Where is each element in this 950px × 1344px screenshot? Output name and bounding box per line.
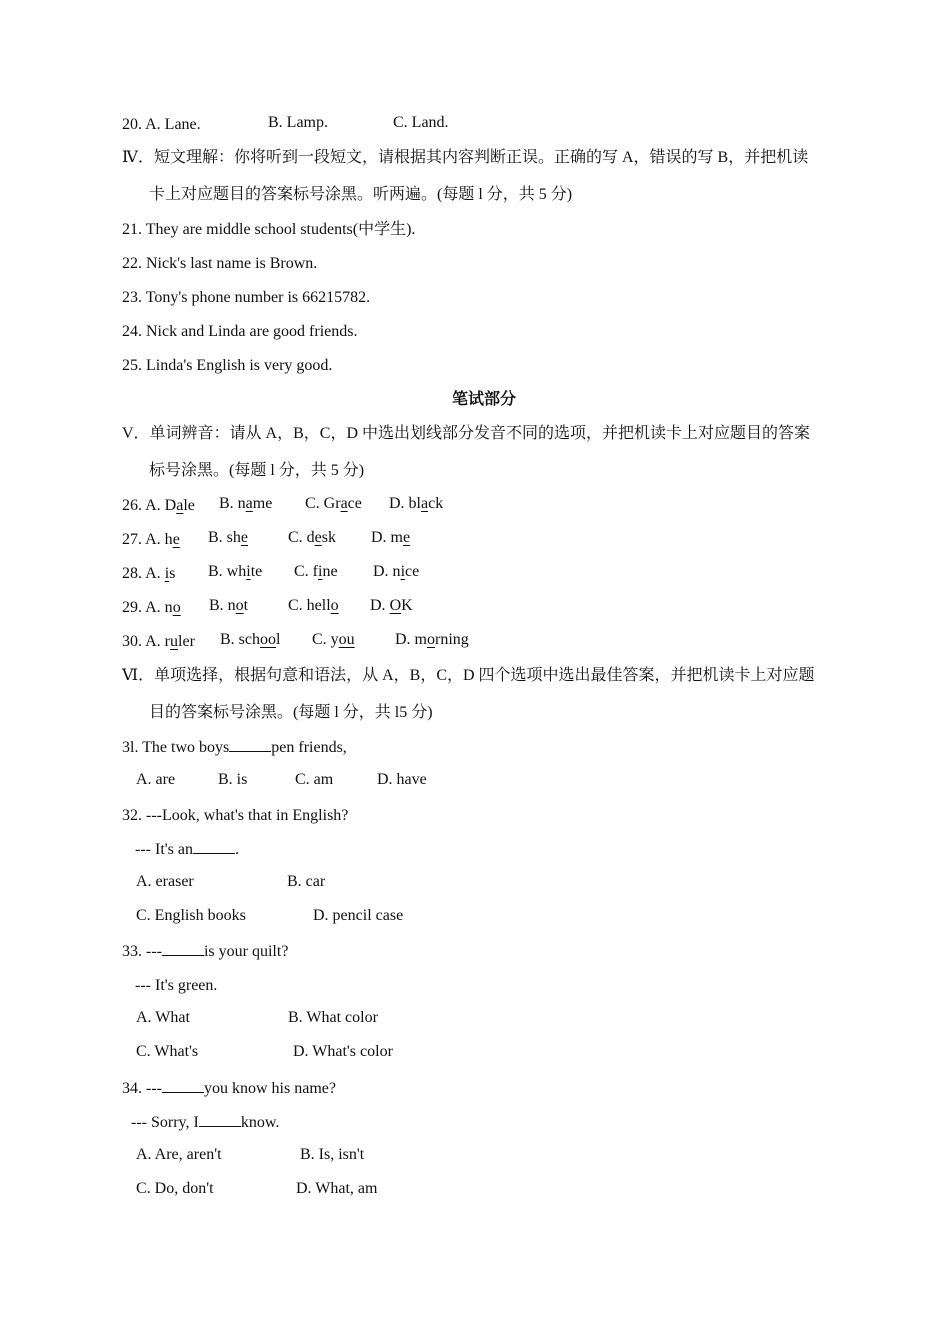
q26-a-underline: a <box>176 497 184 514</box>
question-30: 30. A. ruler <box>122 633 195 650</box>
q33-option-c: C. What's <box>136 1043 199 1060</box>
q30-option-d: D. morning <box>395 631 469 648</box>
written-part-title: 笔试部分 <box>451 391 516 408</box>
q26-a-pre: A. D <box>145 497 177 514</box>
q26-option-c: C. Grace <box>305 495 362 512</box>
q34-option-c: C. Do, don't <box>136 1180 214 1197</box>
q27-option-d: D. me <box>371 529 411 546</box>
q32-option-a: A. eraser <box>136 873 194 890</box>
question-20 <box>122 114 201 136</box>
q32-option-b: B. car <box>287 873 326 890</box>
q26-number: 26. <box>122 497 146 514</box>
q20-option-c: C. Land. <box>393 114 449 131</box>
section-5-instructions-line1: V．单词辨音：请从 A，B，C，D 中选出划线部分发音不同的选项，并把机读卡上对应题目的答案 <box>122 425 811 442</box>
answer-blank <box>229 737 271 752</box>
q33-option-a: A. What <box>136 1009 190 1026</box>
statement-21: 21. They are middle school students(中学生). <box>122 221 416 238</box>
question-29: 29. A. no <box>122 599 181 616</box>
q31-option-b: B. is <box>218 771 248 788</box>
statement-25: 25. Linda's English is very good. <box>122 357 333 374</box>
q33-option-b: B. What color <box>288 1009 378 1026</box>
question-34: 34. --- you know his name? <box>122 1080 336 1097</box>
q32-option-c: C. English books <box>136 907 246 924</box>
q29-option-d: D. OK <box>370 597 413 614</box>
q28-option-b: B. white <box>208 563 263 580</box>
q31-option-d: D. have <box>377 771 427 788</box>
q31-option-a: A. are <box>136 771 176 788</box>
section-6-instructions-line2: 目的答案标号涂黑。(每题 l 分，共 l5 分) <box>149 704 433 721</box>
q30-option-c: C. you <box>312 631 355 648</box>
section-4-instructions-line2: 卡上对应题目的答案标号涂黑。听两遍。(每题 l 分，共 5 分) <box>149 186 573 203</box>
q31-option-c: C. am <box>295 771 334 788</box>
q34-option-d: D. What, am <box>296 1180 378 1197</box>
question-28: 28. A. is <box>122 565 176 582</box>
q27-option-c: C. desk <box>288 529 337 546</box>
question-31: 3l. The two boys pen friends, <box>122 739 347 756</box>
answer-blank <box>162 941 204 956</box>
q34-option-a: A. Are, aren't <box>136 1146 222 1163</box>
q29-option-c: C. hello <box>288 597 339 614</box>
q26-option-b: B. name <box>219 495 273 512</box>
section-6-instructions-line1: Ⅵ．单项选择，根据句意和语法，从 A，B，C，D 四个选项中选出最佳答案，并把机读卡上对应题 <box>122 667 815 684</box>
q32-option-d: D. pencil case <box>313 907 404 924</box>
statement-23: 23. Tony's phone number is 66215782. <box>122 289 371 306</box>
question-32: 32. ---Look, what's that in English? <box>122 807 349 824</box>
q30-option-b: B. school <box>220 631 281 648</box>
q28-option-d: D. nice <box>373 563 420 580</box>
q27-option-b: B. she <box>208 529 249 546</box>
q28-option-c: C. fine <box>294 563 338 580</box>
statement-22: 22. Nick's last name is Brown. <box>122 255 318 272</box>
question-27: 27. A. he <box>122 531 180 548</box>
section-4-instructions-line1: Ⅳ．短文理解：你将听到一段短文，请根据其内容判断正误。正确的写 A，错误的写 B，并把机读 <box>122 149 809 166</box>
q20-option-b: B. Lamp. <box>268 114 328 131</box>
section-5-instructions-line2: 标号涂黑。(每题 l 分，共 5 分) <box>149 462 365 479</box>
q29-option-b: B. not <box>209 597 249 614</box>
answer-blank <box>199 1112 241 1127</box>
q34-reply: --- Sorry, I know. <box>131 1114 280 1131</box>
answer-blank <box>193 839 235 854</box>
q32-reply: --- It's an . <box>135 841 239 858</box>
q33-reply: --- It's green. <box>135 977 218 994</box>
q26-option-d: D. black <box>389 495 444 512</box>
question-26 <box>122 495 195 517</box>
q33-option-d: D. What's color <box>293 1043 393 1060</box>
question-33: 33. --- is your quilt? <box>122 943 289 960</box>
q34-option-b: B. Is, isn't <box>300 1146 365 1163</box>
answer-blank <box>162 1078 204 1093</box>
q26-a-post: le <box>183 497 195 514</box>
q20-option-a: 20. A. Lane. <box>122 116 201 133</box>
statement-24: 24. Nick and Linda are good friends. <box>122 323 358 340</box>
